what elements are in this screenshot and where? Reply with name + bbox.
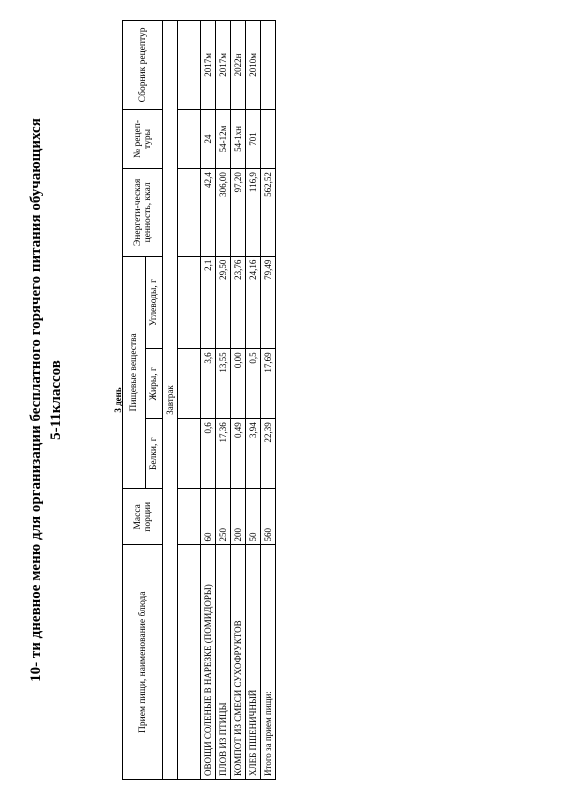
dish-fats: 13,55 (216, 349, 231, 419)
total-proteins: 22,39 (261, 419, 276, 489)
dish-carbs: 23,76 (231, 256, 246, 349)
total-row (261, 21, 276, 780)
table-row (201, 21, 216, 780)
dish-fats: 0,00 (231, 349, 246, 419)
header-mass: Масса порции (123, 489, 163, 545)
dish-name: ПЛОВ ИЗ ПТИЦЫ (216, 545, 231, 780)
dish-energy: 306,00 (216, 169, 231, 256)
day-label: 3 день (113, 387, 123, 413)
dish-carbs: 24,16 (246, 256, 261, 349)
table-row (246, 21, 261, 780)
spacer-row (178, 21, 201, 780)
total-carbs: 79,49 (261, 256, 276, 349)
header-fats: Жиры, г (146, 349, 163, 419)
total-label: Итого за прием пищи: (261, 545, 276, 780)
dish-collection: 2010м (246, 21, 261, 110)
dish-proteins: 0,6 (201, 419, 216, 489)
dish-recipe: 54-12м (216, 109, 231, 168)
dish-collection: 2017м (201, 21, 216, 110)
dish-collection: 2022н (231, 21, 246, 110)
total-energy: 562,52 (261, 169, 276, 256)
dish-energy: 116,9 (246, 169, 261, 256)
dish-mass: 200 (231, 489, 246, 545)
header-nutrients: Пищевые вещества (123, 256, 146, 489)
dish-recipe: 24 (201, 109, 216, 168)
dish-recipe: 701 (246, 109, 261, 168)
total-mass: 560 (261, 489, 276, 545)
dish-mass: 250 (216, 489, 231, 545)
header-carbs: Углеводы, г (146, 256, 163, 349)
dish-name: ОВОЩИ СОЛЕНЫЕ В НАРЕЗКЕ (ПОМИДОРЫ) (201, 545, 216, 780)
header-recipe-no: № рецеп-туры (123, 109, 163, 168)
header-proteins: Белки, г (146, 419, 163, 489)
table-header-row (123, 21, 146, 780)
dish-mass: 50 (246, 489, 261, 545)
dish-fats: 3,6 (201, 349, 216, 419)
menu-table (122, 20, 276, 780)
dish-proteins: 3,94 (246, 419, 261, 489)
document-subtitle: 5-11классов (48, 360, 64, 440)
dish-name: КОМПОТ ИЗ СМЕСИ СУХОФРУКТОВ (231, 545, 246, 780)
dish-energy: 97,20 (231, 169, 246, 256)
table-row (231, 21, 246, 780)
table-row (216, 21, 231, 780)
total-fats: 17,69 (261, 349, 276, 419)
dish-name: ХЛЕБ ПШЕНИЧНЫЙ (246, 545, 261, 780)
header-collection: Сборник рецептур (123, 21, 163, 110)
dish-carbs: 29,50 (216, 256, 231, 349)
dish-energy: 42,4 (201, 169, 216, 256)
dish-collection: 2017м (216, 21, 231, 110)
dish-proteins: 17,36 (216, 419, 231, 489)
meal-name: Завтрак (163, 21, 178, 780)
header-energy: Энергети-ческая ценность, ккал (123, 169, 163, 256)
meal-row (163, 21, 178, 780)
document-title: 10- ти дневное меню для организации бесплатного горячего питания обучающихся (28, 118, 44, 682)
header-dish: Прием пищи, наименование блюда (123, 545, 163, 780)
dish-mass: 60 (201, 489, 216, 545)
dish-recipe: 54-1хн (231, 109, 246, 168)
dish-carbs: 2,1 (201, 256, 216, 349)
dish-fats: 0,5 (246, 349, 261, 419)
dish-proteins: 0,49 (231, 419, 246, 489)
